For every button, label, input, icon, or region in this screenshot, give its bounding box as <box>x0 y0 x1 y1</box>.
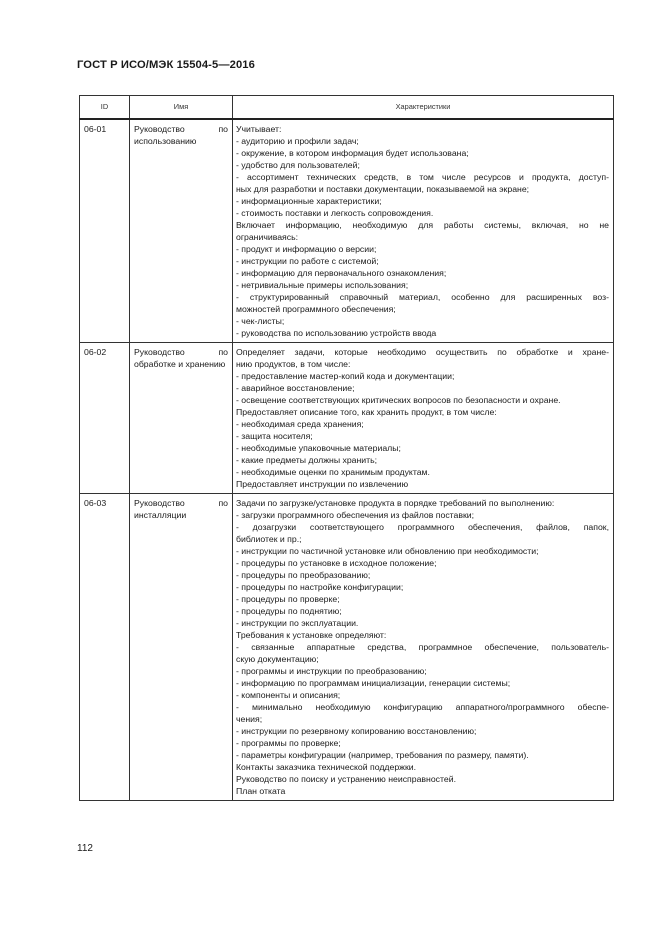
characteristic-line: Контакты заказчика технической поддержки. <box>236 762 417 772</box>
characteristic-line: - руководства по использованию устройств ввода <box>236 328 437 338</box>
characteristic-line: ограничиваясь: <box>236 232 299 242</box>
table-header-row <box>80 96 614 120</box>
characteristic-line: - загрузки программного обеспечения из файлов поставки; <box>236 510 475 520</box>
column-header-characteristics: Характеристики <box>233 96 614 120</box>
characteristic-line: - освещение соответствующих критических вопросов по безопасности и охране. <box>236 395 561 405</box>
characteristic-line: Задачи по загрузке/установке продукта в порядке требований по выполнению: <box>236 498 555 508</box>
characteristic-line: - связанные аппаратные средства, программное обеспечение, пользователь- <box>236 642 609 652</box>
characteristic-line: - программы и инструкции по преобразованию; <box>236 666 427 676</box>
row-id: 06-02 <box>80 343 130 494</box>
characteristic-line: Включает информацию, необходимую для работы системы, включая, но не <box>236 220 609 230</box>
characteristic-line: - какие предметы должны хранить; <box>236 455 378 465</box>
characteristic-line: - удобство для пользователей; <box>236 160 360 170</box>
characteristic-line: ных для разработки и поставки документации, показываемой на экране; <box>236 184 530 194</box>
characteristic-line: - инструкции по работе с системой; <box>236 256 379 266</box>
characteristic-line: Определяет задачи, которые необходимо осуществить по обработке и хране- <box>236 347 609 357</box>
page-number: 112 <box>77 843 93 854</box>
characteristic-line: Требования к установке определяют: <box>236 630 387 640</box>
column-header-name: Имя <box>130 96 233 120</box>
characteristic-line: Учитывает: <box>236 124 282 134</box>
characteristic-line: - инструкции по частичной установке или обновлению при необходимости; <box>236 546 539 556</box>
characteristic-line: - стоимость поставки и легкость сопровождения. <box>236 208 434 218</box>
characteristic-line: - предоставление мастер-копий кода и документации; <box>236 371 455 381</box>
characteristic-line: Руководство по поиску и устранению неисправностей. <box>236 774 456 784</box>
characteristic-line: - необходимая среда хранения; <box>236 419 364 429</box>
row-id: 06-01 <box>80 119 130 343</box>
characteristic-line: - инструкции по резервному копированию восстановлению; <box>236 726 477 736</box>
characteristic-line: - аварийное восстановление; <box>236 383 355 393</box>
characteristic-line: - информационные характеристики; <box>236 196 382 206</box>
characteristic-line: - инструкции по эксплуатации. <box>236 618 359 628</box>
characteristic-line: - процедуры по поднятию; <box>236 606 342 616</box>
characteristic-line: - ассортимент технических средств, в том числе ресурсов и продукта, доступ- <box>236 172 609 182</box>
characteristic-line: - окружение, в котором информация будет использована; <box>236 148 469 158</box>
characteristic-line: - параметры конфигурации (например, требования по размеру, памяти). <box>236 750 529 760</box>
characteristic-line: - структурированный справочный материал, особенно для расширенных воз- <box>236 292 609 302</box>
row-characteristics <box>233 119 614 343</box>
characteristic-line: - процедуры по настройке конфигурации; <box>236 582 404 592</box>
characteristic-line: - продукт и информацию о версии; <box>236 244 377 254</box>
row-characteristics <box>233 494 614 801</box>
characteristic-line: Предоставляет инструкции по извлечению <box>236 479 409 489</box>
characteristic-line: - процедуры по проверке; <box>236 594 340 604</box>
characteristic-line: - компоненты и описания; <box>236 690 341 700</box>
characteristic-line: - необходимые оценки по хранимым продуктам. <box>236 467 430 477</box>
table-row <box>80 494 614 801</box>
characteristic-line: библиотек и пр.; <box>236 534 302 544</box>
characteristics-table <box>79 95 614 801</box>
row-characteristics <box>233 343 614 494</box>
row-id: 06-03 <box>80 494 130 801</box>
characteristic-line: - дозагрузки соответствующего программного обеспечения, файлов, папок, <box>236 522 609 532</box>
characteristic-line: - информацию по программам инициализации, генерации системы; <box>236 678 511 688</box>
characteristic-line: - защита носителя; <box>236 431 313 441</box>
characteristic-line: чения; <box>236 714 263 724</box>
characteristic-line: нию продуктов, в том числе: <box>236 359 351 369</box>
characteristic-line: План отката <box>236 786 286 796</box>
characteristic-line: Предоставляет описание того, как хранить продукт, в том числе: <box>236 407 497 417</box>
characteristic-line: можностей программного обеспечения; <box>236 304 396 314</box>
table-row <box>80 119 614 343</box>
column-header-id: ID <box>80 96 130 120</box>
characteristic-line: скую документацию; <box>236 654 319 664</box>
table-row <box>80 343 614 494</box>
characteristic-line: - аудиторию и профили задач; <box>236 136 359 146</box>
characteristic-line: - программы по проверке; <box>236 738 341 748</box>
characteristic-line: - информацию для первоначального ознакомления; <box>236 268 447 278</box>
characteristic-line: - минимально необходимую конфигурацию аппаратного/программного обеспе- <box>236 702 609 712</box>
row-name: Руководство по обработке и хранению <box>130 343 233 494</box>
document-header: ГОСТ Р ИСО/МЭК 15504-5—2016 <box>77 59 255 71</box>
row-name: Руководство по инсталляции <box>130 494 233 801</box>
characteristic-line: - процедуры по преобразованию; <box>236 570 371 580</box>
characteristic-line: - чек-листы; <box>236 316 285 326</box>
characteristic-line: - нетривиальные примеры использования; <box>236 280 409 290</box>
characteristic-line: - необходимые упаковочные материалы; <box>236 443 401 453</box>
row-name: Руководство по использованию <box>130 119 233 343</box>
characteristic-line: - процедуры по установке в исходное положение; <box>236 558 437 568</box>
